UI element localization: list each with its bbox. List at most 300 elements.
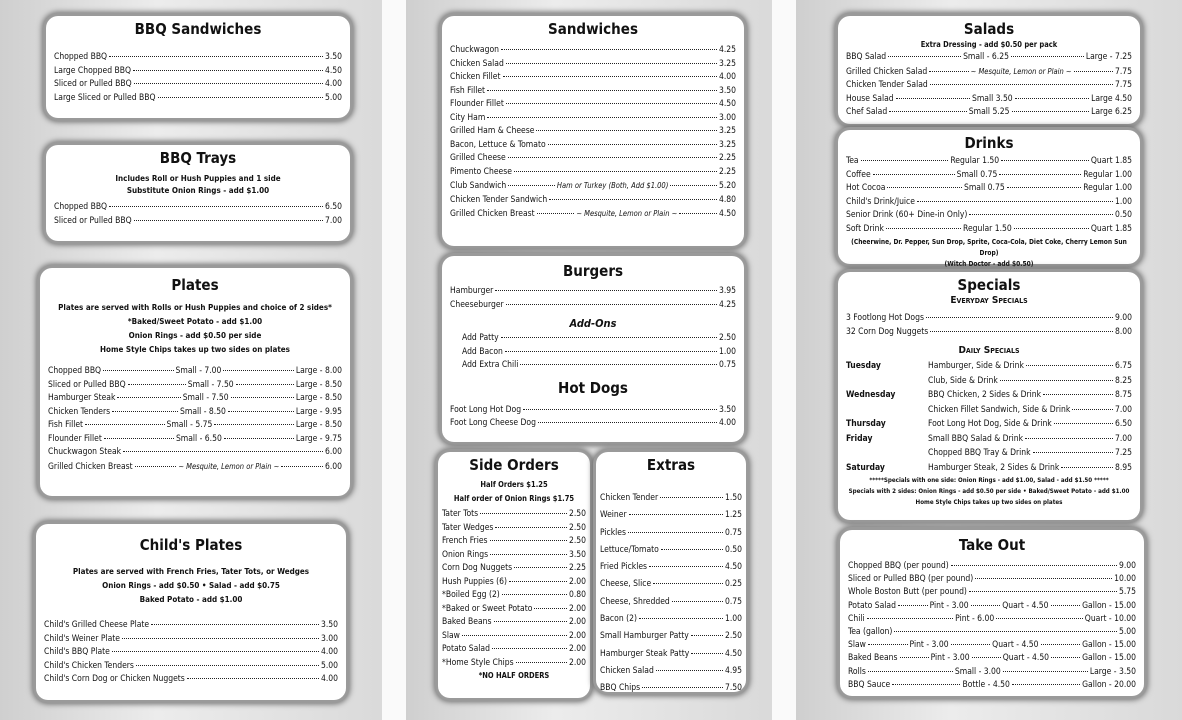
menu-item-row [846,196,1132,210]
item-list [848,560,1136,692]
section-notes [846,475,1132,508]
menu-item-row [48,406,342,420]
item-list [846,51,1132,120]
section-note: *****Specials with one side: Onion Rings - add $1.00, Salad - add $1.50 ***** [869,477,1109,484]
menu-item-row [44,660,338,674]
menu-item-row [600,646,742,663]
dot-leader [136,665,319,666]
everyday-specials-title: Everyday Specials [950,295,1028,306]
item-name: Sliced or Pulled BBQ (per pound) [848,574,974,585]
item-name: Tater Wedges [442,522,494,533]
item-name: Chili [848,613,865,624]
item-name: Grilled Chicken Salad [846,66,928,77]
item-price-large: Quart 1.85 [1090,223,1133,234]
dot-leader [534,608,567,609]
item-price-large: Large - 8.50 [295,420,342,430]
dot-leader [103,370,173,371]
item-name: Grilled Ham & Cheese [450,126,535,136]
item-price: 0.75 [724,596,742,607]
item-price: 7.50 [724,683,742,694]
daily-special-row [846,461,1132,476]
everyday-list [846,312,1132,339]
dot-leader [887,187,962,188]
daily-special-row [846,359,1132,374]
menu-item-row [846,326,1132,340]
column-gutter [382,0,406,720]
dot-leader [151,624,319,625]
item-price-small: Small 5.25 [968,107,1010,117]
menu-item-row [600,628,742,645]
dot-leader [917,201,1113,202]
dot-leader [128,384,186,385]
item-price: 4.80 [718,194,736,205]
dot-leader [508,157,717,158]
dot-leader [501,49,717,50]
dot-leader [123,451,323,452]
daily-special-row [846,388,1132,403]
item-price-small: Small - 7.50 [182,393,229,403]
item-price: 1.00 [1114,196,1132,207]
dot-leader [672,601,723,602]
item-name: Chopped BBQ (per pound) [848,561,949,571]
item-price: 7.00 [1114,433,1132,444]
item-price: 2.50 [568,522,586,533]
item-list [450,285,736,312]
item-price: 8.25 [1114,375,1132,386]
item-price: 9.00 [1118,561,1136,571]
item-price-large: Large - 8.00 [295,366,342,376]
daily-specials-title: Daily Specials [958,345,1020,356]
section-note: *Baked/Sweet Potato - add $1.00 [127,317,263,326]
item-price: 4.50 [724,648,742,659]
dot-leader [187,678,319,679]
item-price-large: Gallon - 20.00 [1082,679,1136,690]
item-price: 9.00 [1114,313,1132,323]
item-name: Club, Side & Drink [928,375,998,386]
section-notes [44,565,338,607]
item-price-large: Quart - 10.00 [1084,613,1136,624]
dot-leader [1072,409,1113,410]
dot-leader [1051,605,1081,606]
dot-leader [999,174,1081,175]
menu-item-row [450,125,736,139]
menu-item-row [928,446,1132,461]
item-modifier: ~ Mesquite, Lemon or Plain ~ [970,66,1072,76]
section-note: Home Style Chips takes up two sides on plates [915,499,1063,506]
menu-item-row [846,79,1132,93]
item-price-small: Small - 8.50 [180,406,226,417]
dot-leader [971,605,1001,606]
item-name: Chuckwagon Steak [48,447,122,457]
item-price-small: Small - 6.25 [963,52,1009,62]
dot-leader [523,409,717,410]
menu-item-row [450,85,736,99]
item-price: 2.50 [724,631,742,642]
item-price-mid: Pint - 6.00 [955,613,995,624]
special-day [846,374,928,389]
menu-item-row [48,446,342,460]
section-note: (Cheerwine, Dr. Pepper, Sun Drop, Sprite, Coca-Cola, Diet Coke, Cherry Lemon Sun Drop) [851,238,1127,257]
dot-leader [1026,365,1113,366]
item-price: 2.50 [568,509,586,519]
dot-leader [112,411,178,412]
item-price: 1.50 [724,493,742,503]
item-price: 4.50 [324,65,342,76]
section-title: Child's Plates [139,536,243,554]
section-note: Half Orders $1.25 [480,480,548,489]
item-price-pint: Pint - 3.00 [929,600,969,611]
dot-leader [117,397,180,398]
menu-item-row [600,507,742,524]
item-price: 4.00 [718,418,736,428]
menu-item-row [928,359,1132,374]
dot-leader [506,103,717,104]
dot-leader [494,621,567,622]
dot-leader [1041,644,1081,645]
item-price: 4.50 [724,562,742,573]
dot-leader [867,618,954,619]
menu-item-row [846,169,1132,183]
item-name: Slaw [848,640,866,651]
item-price: 2.50 [718,333,736,343]
section-title: BBQ Trays [159,149,237,167]
menu-item-row [54,92,342,106]
dot-leader [536,130,717,131]
section-note: Baked Potato - add $1.00 [139,595,243,604]
bbq-trays-section [46,145,350,241]
dot-leader [951,644,991,645]
item-list [442,508,586,670]
menu-item-row [928,374,1132,389]
daily-special-row [846,432,1132,447]
menu-item-row [44,646,338,660]
item-price: 3.50 [568,549,586,560]
item-name: Fried Pickles [600,562,648,573]
item-price-large: Large - 8.50 [295,393,343,403]
menu-item-row [600,594,742,611]
daily-special-row [846,417,1132,432]
item-price-large: Large - 7.25 [1085,52,1132,62]
item-price: 7.00 [324,215,342,226]
item-name: Child's Weiner Plate [44,633,120,644]
menu-item-row [848,573,1136,586]
addons-title: Add-Ons [569,317,617,330]
item-name: Add Extra Chili [462,360,519,370]
daily-special-row [846,403,1132,418]
dot-leader [1003,671,1088,672]
item-name: Cheese, Shredded [600,596,670,607]
item-name: Chuckwagon [450,45,499,55]
dot-leader [548,144,717,145]
dot-leader [653,583,723,584]
menu-item-row [48,433,342,447]
menu-item-row [44,633,338,647]
item-name: Chicken Tender Sandwich [450,194,548,205]
dot-leader [516,662,567,663]
dot-leader [462,635,567,636]
dot-leader [892,684,960,685]
item-price-large: Gallon - 15.00 [1082,640,1136,651]
item-price-small: Small - 7.00 [175,366,222,376]
item-price: 2.00 [568,603,586,614]
dot-leader [1012,111,1090,112]
item-name: *Home Style Chips [442,657,514,668]
item-price: 2.25 [718,153,736,163]
item-price-large: Regular 1.00 [1083,169,1132,180]
menu-item-row [450,207,736,222]
section-title: Side Orders [469,456,559,474]
section-title: Specials [957,276,1021,294]
specials-section [838,272,1140,520]
menu-item-row [442,589,586,603]
menu-item-row [442,508,586,522]
item-name: Foot Long Cheese Dog [450,418,536,428]
item-name: Foot Long Hot Dog, Side & Drink [928,419,1052,429]
item-name: Large Chopped BBQ [54,65,132,76]
section-note: Includes Roll or Hush Puppies and 1 side [115,174,281,183]
section-note: Plates are served with Rolls or Hush Puppies and choice of 2 sides* [58,303,332,312]
item-price: 3.00 [718,112,736,123]
item-list [44,619,338,687]
item-price: 0.25 [724,579,742,590]
item-name: Add Bacon [462,346,503,357]
item-price: 3.95 [718,286,736,296]
menu-item-row [450,417,736,431]
dot-leader [502,594,567,595]
item-price: 3.25 [718,126,736,136]
item-name: Whole Boston Butt (per pound) [848,587,967,598]
item-price: 3.50 [324,52,342,62]
dot-leader [514,567,567,568]
item-price: 7.00 [1114,404,1132,415]
dot-leader [109,56,323,57]
item-price: 2.00 [568,644,586,654]
menu-item-row [450,112,736,126]
menu-item-row [848,679,1136,692]
item-name: Grilled Chicken Breast [48,461,133,472]
dot-leader [896,98,970,99]
dot-leader [480,513,567,514]
dot-leader [495,290,717,291]
item-price: 8.75 [1114,390,1132,400]
item-price: 6.00 [324,447,342,457]
section-notes [846,237,1132,270]
dot-leader [898,605,928,606]
dot-leader [639,618,723,619]
section-title: BBQ Sandwiches [134,20,262,38]
item-name: Potato Salad [848,600,896,611]
dot-leader [679,213,717,214]
item-name: Child's Drink/Juice [846,196,915,207]
menu-item-row [48,379,342,393]
item-name: Small BBQ Salad & Drink [928,433,1024,444]
daily-special-row [846,374,1132,389]
item-name: 32 Corn Dog Nuggets [846,326,929,337]
menu-item-row [442,549,586,563]
menu-item-row [600,576,742,593]
dot-leader [549,199,717,200]
item-list [600,490,742,698]
item-price-small: Small - 6.50 [175,433,222,444]
dot-leader [487,90,717,91]
menu-item-row [442,576,586,590]
dot-leader [538,422,717,423]
item-price-small: Small 0.75 [956,169,998,180]
item-name: Club Sandwich [450,181,507,191]
item-price-small: Small - 5.75 [166,420,213,430]
menu-item-row [928,432,1132,447]
menu-item-row [450,285,736,299]
item-name: Sliced or Pulled BBQ [54,215,132,226]
item-price: 2.00 [568,630,586,641]
dot-leader [1000,380,1113,381]
item-modifier: Ham or Turkey (Both, Add $1.00) [556,181,669,190]
item-price-mid: Quart - 4.50 [1002,653,1050,664]
item-name: BBQ Chips [600,683,641,694]
item-price: 2.25 [718,166,736,177]
menu-item-row [442,643,586,657]
item-price: 4.50 [718,209,737,219]
plates-section [40,268,350,496]
item-price: 1.00 [718,346,736,357]
item-price: 4.25 [718,299,736,310]
section-note: Half order of Onion Rings $1.75 [453,494,575,503]
item-price: 4.25 [718,45,736,55]
dot-leader [109,206,323,207]
section-title: Plates [171,276,219,294]
item-name: Chopped BBQ Tray & Drink [928,448,1031,458]
menu-item-row [450,179,736,194]
burgers-section [442,256,744,442]
dot-leader [231,397,294,398]
item-price: 4.00 [718,72,736,82]
item-name: BBQ Sauce [848,679,891,690]
item-price: 4.50 [718,99,736,109]
dot-leader [972,657,1001,658]
menu-item-row [442,522,586,536]
menu-item-row [54,215,342,229]
item-price: 2.00 [568,657,586,668]
menu-item-row [44,619,338,633]
menu-item-row [848,666,1136,679]
item-price: 5.20 [718,181,737,191]
item-name: Bacon (2) [600,614,637,625]
dot-leader [503,76,717,77]
item-price-large: Regular 1.00 [1083,183,1132,193]
special-day: Thursday [846,419,886,429]
item-price: 3.25 [718,139,736,150]
item-name: Chopped BBQ [48,366,102,376]
dot-leader [691,635,723,636]
item-name: Rolls [848,666,866,677]
sandwiches-section [442,16,744,246]
item-price: 5.00 [324,92,342,103]
dot-leader [1043,394,1113,395]
item-name: Chicken Fillet Sandwich, Side & Drink [928,404,1071,415]
dot-leader [661,549,723,550]
item-price: 4.00 [324,79,342,89]
side-orders-section [438,452,590,698]
item-price-small: Small 0.75 [964,183,1005,193]
item-name: Hamburger Steak Patty [600,648,690,659]
menu-item-row [848,639,1136,652]
section-notes [442,478,586,506]
item-name: City Ham [450,112,486,123]
item-name: Large Sliced or Pulled BBQ [54,92,156,103]
item-name: Lettuce/Tomato [600,544,659,555]
section-notes [54,173,342,197]
item-name: Pickles [600,527,626,538]
item-price-large: Large 6.25 [1091,107,1133,117]
item-name: French Fries [442,536,488,546]
item-name: Hot Cocoa [846,183,886,193]
dot-leader [505,351,717,352]
dot-leader [214,424,293,425]
menu-item-row [846,51,1132,65]
item-name: Small Hamburger Patty [600,631,689,642]
item-price: 1.00 [724,614,742,625]
dot-leader [969,591,1117,592]
dot-leader [134,83,323,84]
menu-item-row [846,155,1132,169]
item-name: Flounder Fillet [48,433,102,444]
dot-leader [1012,684,1080,685]
section-note: Substitute Onion Rings - add $1.00 [126,186,270,195]
menu-item-row [48,460,342,475]
menu-item-row [442,630,586,644]
menu-item-row [846,209,1132,223]
item-name: Onion Rings [442,549,489,560]
menu-item-row [54,51,342,65]
item-price: 6.50 [324,202,342,212]
dot-leader [868,671,953,672]
column-gutter [772,0,796,720]
item-price-large: Gallon - 15.00 [1082,653,1137,664]
item-name: Chicken Tender Salad [846,80,928,90]
extras-section [596,452,746,692]
menu-item-row [450,332,736,346]
menu-item-row [450,71,736,85]
item-price-small: Regular 1.50 [950,156,1000,166]
section-note: Onion Rings - add $0.50 • Salad - add $0.75 [102,581,280,590]
dot-leader [894,631,1117,632]
dot-leader [228,411,294,412]
item-name: Chicken Fillet [450,72,501,82]
item-name: Hamburger Steak [48,393,116,403]
hotdog-list [450,404,736,431]
item-modifier: ~ Mesquite, Lemon or Plain ~ [178,461,280,471]
item-price-large: Large - 9.75 [295,433,343,444]
menu-item-row [450,194,736,208]
item-price: 6.00 [324,461,343,472]
menu-item-row [600,680,742,697]
item-list [846,155,1132,236]
dot-leader [888,56,961,57]
item-price: 5.00 [1118,627,1136,638]
addon-list [450,332,736,373]
item-price-large: Large 4.50 [1091,93,1133,104]
menu-item-row [846,65,1132,80]
item-name: Chef Salad [846,107,888,117]
item-name: Sliced or Pulled BBQ [54,79,132,89]
section-title: Extras [646,456,696,474]
menu-item-row [846,223,1132,237]
dot-leader [1054,423,1113,424]
item-price: 6.75 [1114,361,1132,371]
item-price: 2.50 [568,536,586,546]
item-name: House Salad [846,93,894,104]
section-footer: *NO HALF ORDERS [478,671,550,680]
